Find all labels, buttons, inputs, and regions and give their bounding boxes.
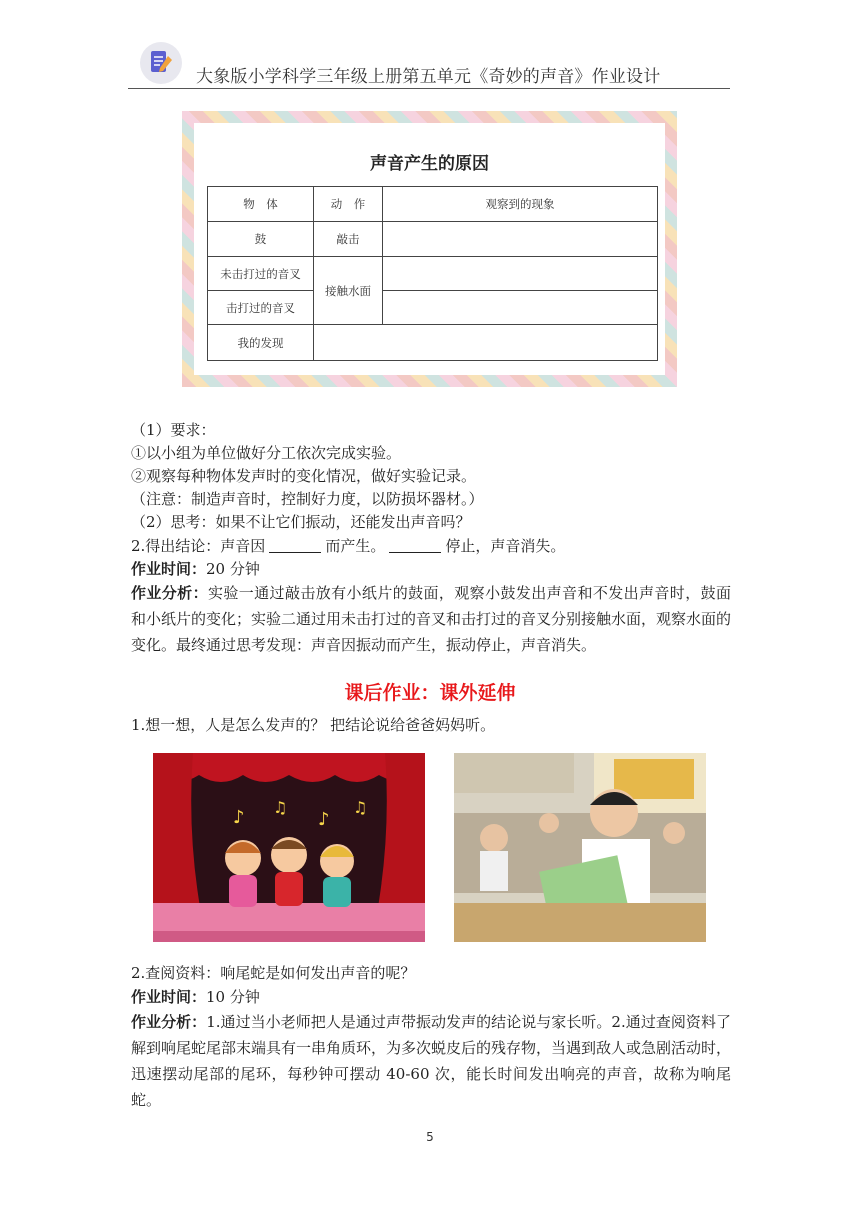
time-label: 作业时间： [131, 988, 207, 1006]
object-struck-fork: 击打过的音叉 [208, 291, 314, 325]
header-phenomenon: 观察到的现象 [383, 187, 658, 222]
conclusion-line [131, 534, 731, 558]
answer-blank-2 [389, 538, 441, 553]
homework-time-1 [131, 557, 731, 581]
observation-figure [182, 111, 677, 387]
safety-note: （注意：制造声音时，控制好力度，以防损坏器材。） [131, 490, 484, 508]
classroom-reading-image [454, 753, 706, 942]
svg-text:♫: ♫ [353, 798, 368, 817]
action-strike: 敲击 [314, 222, 383, 257]
singing-children-image [153, 753, 425, 942]
page-number: 5 [426, 1130, 434, 1144]
conclusion-part-2: 而产生。 [325, 537, 386, 555]
conclusion-part-3: 停止，声音消失。 [445, 537, 566, 555]
observation-table [207, 186, 658, 361]
requirement-item-2: ②观察每种物体发声时的变化情况，做好实验记录。 [131, 467, 477, 485]
document-pencil-icon [140, 42, 182, 84]
answer-blank-1 [269, 538, 321, 553]
header-action: 动 作 [314, 187, 383, 222]
question-2: 2.查阅资料：响尾蛇是如何发出声音的呢？ [131, 964, 416, 982]
analysis-label: 作业分析： [131, 584, 208, 602]
phenomenon-cell [383, 222, 658, 257]
think-question: （2）思考：如果不让它们振动，还能发出声音吗？ [131, 513, 471, 531]
requirements-title: （1）要求： [131, 421, 216, 439]
page-header [128, 40, 730, 89]
conclusion-part-1: 2.得出结论：声音因 [131, 537, 266, 555]
time-value: 10 分钟 [206, 988, 260, 1006]
svg-text:♫: ♫ [273, 798, 288, 817]
figure-title: 声音产生的原因 [370, 154, 489, 174]
header-title: 大象版小学科学三年级上册第五单元《奇妙的声音》作业设计 [196, 67, 661, 87]
time-label: 作业时间： [131, 560, 207, 578]
phenomenon-cell [383, 291, 658, 325]
header-object: 物 体 [208, 187, 314, 222]
object-unstruck-fork: 未击打过的音叉 [208, 257, 314, 291]
object-drum: 鼓 [208, 222, 314, 257]
my-findings-label: 我的发现 [208, 325, 314, 361]
my-findings-cell [314, 325, 658, 361]
analysis-label: 作业分析： [131, 1013, 207, 1031]
analysis-text: 1.通过当小老师把人是通过声带振动发声的结论说与家长听。2.通过查阅资料了解到响尾蛇尾部末端具有一串角质环，为多次蜕皮后的残存物，当遇到敌人或急剧活动时，迅速摆动尾部的尾环，每秒钟可摆动 40-60 次，能长时间发出响亮的声音，故称为响尾蛇。 [131, 1013, 732, 1109]
analysis-2 [131, 1009, 731, 1113]
requirement-item-1: ①以小组为单位做好分工依次完成实验。 [131, 444, 402, 462]
time-value: 20 分钟 [206, 560, 260, 578]
section-title: 课后作业：课外延伸 [344, 682, 516, 704]
homework-time-2 [131, 985, 731, 1009]
action-touch-water: 接触水面 [314, 257, 383, 325]
svg-text:♪: ♪ [318, 809, 330, 830]
phenomenon-cell [383, 257, 658, 291]
analysis-1 [131, 580, 731, 658]
svg-text:♪: ♪ [233, 807, 245, 828]
question-1: 1.想一想，人是怎么发声的？ 把结论说给爸爸妈妈听。 [131, 716, 496, 734]
analysis-text: 实验一通过敲击放有小纸片的鼓面，观察小鼓发出声音和不发出声音时，鼓面和小纸片的变化；实验二通过用未击打过的音叉和击打过的音叉分别接触水面，观察水面的变化。最终通过思考发现：声音因振动而产生，振动停止，声音消失。 [131, 584, 732, 654]
